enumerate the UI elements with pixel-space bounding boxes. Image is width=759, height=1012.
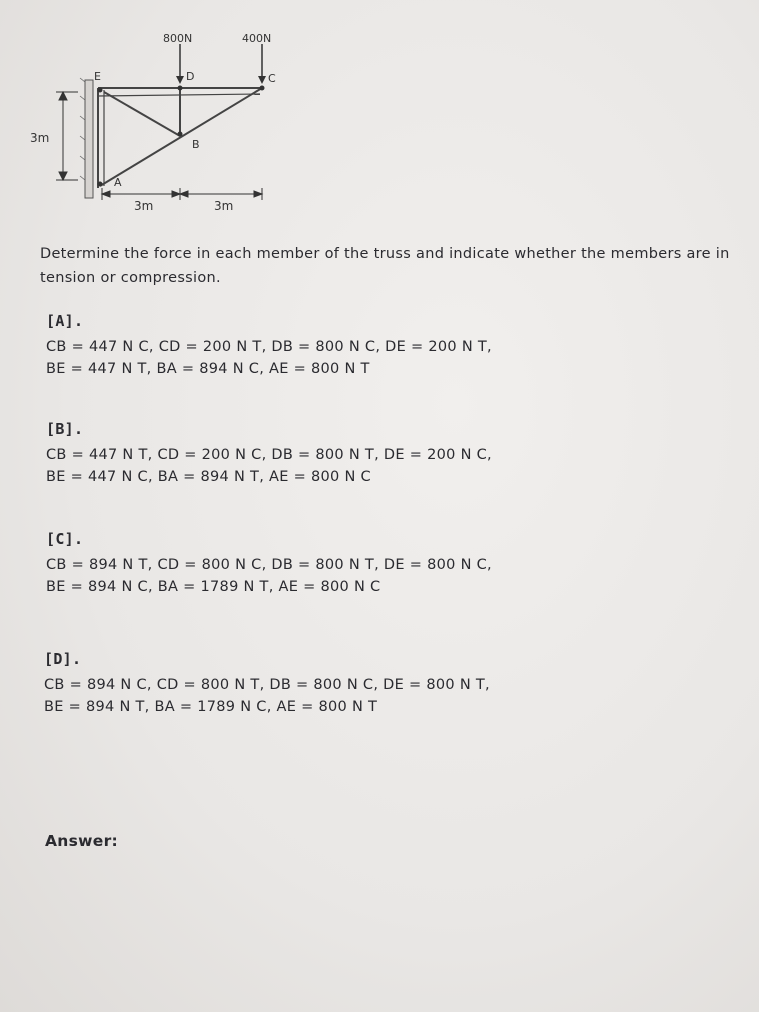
- option-a[interactable]: [46, 312, 492, 380]
- dimension-height: [56, 92, 78, 180]
- joint-d: [178, 86, 183, 91]
- dim-label-height: 3m: [30, 131, 50, 145]
- question-line-1: Determine the force in each member of the truss and indicate whether the members are in: [40, 246, 730, 262]
- option-line: CB = 447 N T, CD = 200 N C, DB = 800 N T, DE = 200 N C,: [46, 447, 492, 463]
- option-b[interactable]: [46, 420, 492, 488]
- option-line: CB = 447 N C, CD = 200 N T, DB = 800 N C, DE = 200 N T,: [46, 339, 492, 355]
- option-label: [D].: [44, 650, 82, 668]
- option-label: [C].: [46, 530, 84, 548]
- joint-c: [260, 86, 265, 91]
- joint-e: [98, 88, 103, 93]
- node-label-b: B: [192, 138, 200, 151]
- option-c[interactable]: [46, 530, 492, 598]
- option-line: BE = 447 N C, BA = 894 N T, AE = 800 N C: [46, 469, 371, 485]
- node-label-e: E: [94, 70, 101, 83]
- load-label-c: 400N: [242, 32, 272, 45]
- question-line-2: tension or compression.: [40, 270, 221, 286]
- joint-b: [178, 132, 183, 137]
- answer-label: Answer:: [45, 832, 119, 850]
- dimension-span: [102, 188, 262, 200]
- node-label-c: C: [268, 72, 276, 85]
- dim-label-span-1: 3m: [134, 199, 154, 213]
- option-label: [A].: [46, 312, 84, 330]
- truss-members: [98, 86, 262, 188]
- option-line: BE = 894 N T, BA = 1789 N C, AE = 800 N T: [44, 699, 378, 715]
- option-line: BE = 447 N T, BA = 894 N C, AE = 800 N T: [46, 361, 370, 377]
- joint-a: [98, 182, 103, 187]
- option-label: [B].: [46, 420, 84, 438]
- option-line: CB = 894 N T, CD = 800 N C, DB = 800 N T, DE = 800 N C,: [46, 557, 492, 573]
- node-label-d: D: [186, 70, 195, 83]
- option-d[interactable]: [44, 650, 490, 718]
- truss-diagram: [30, 20, 290, 220]
- question-text: [40, 242, 740, 290]
- option-line: BE = 894 N C, BA = 1789 N T, AE = 800 N C: [46, 579, 381, 595]
- node-label-a: A: [114, 176, 122, 189]
- load-label-d: 800N: [163, 32, 193, 45]
- wall-support: [85, 80, 93, 198]
- dim-label-span-2: 3m: [214, 199, 234, 213]
- option-line: CB = 894 N C, CD = 800 N T, DB = 800 N C, DE = 800 N T,: [44, 677, 490, 693]
- member-eb: [104, 92, 180, 136]
